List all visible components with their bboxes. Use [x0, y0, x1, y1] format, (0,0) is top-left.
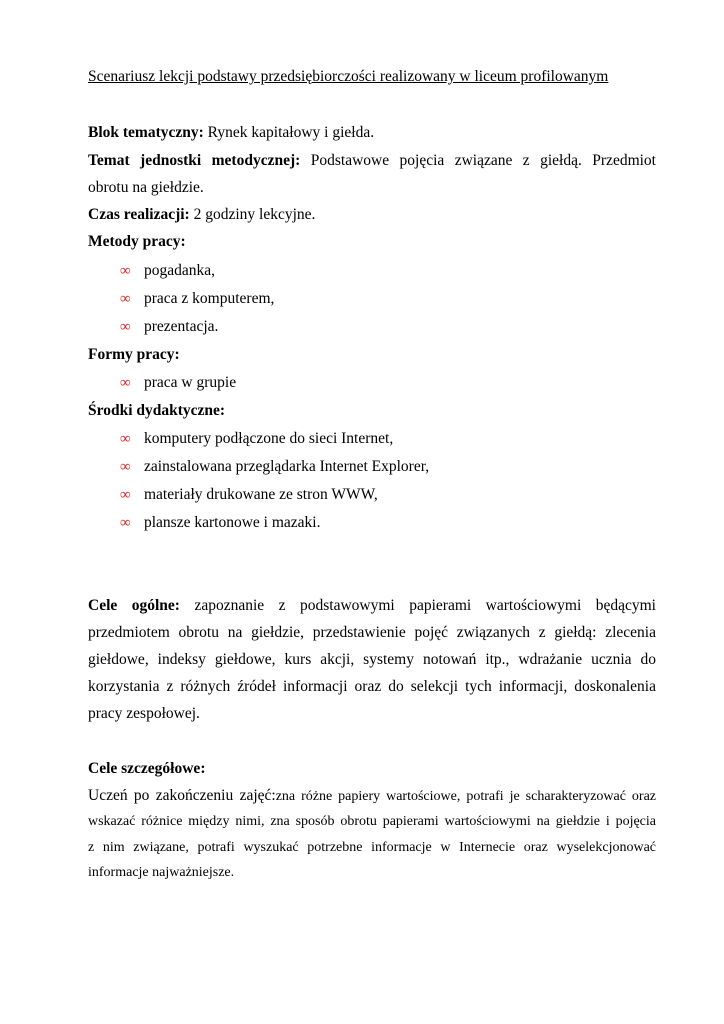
- temat-line-1: [88, 152, 656, 170]
- cele-ogolne-label: Cele ogólne:: [88, 597, 180, 614]
- cele-ogolne-line-3: giełdowe, indeksy giełdowe, kurs akcji, systemy notowań itp., wdrażanie ucznia do: [88, 651, 656, 668]
- czas-label: Czas realizacji:: [88, 206, 190, 223]
- list-item: ∞ komputery podłączone do sieci Internet,: [120, 430, 394, 447]
- infinity-bullet-icon: ∞: [120, 431, 131, 447]
- formy-heading: Formy pracy:: [88, 346, 180, 363]
- list-item: ∞ zainstalowana przeglądarka Internet Explorer,: [120, 458, 430, 475]
- infinity-bullet-icon: ∞: [120, 487, 131, 503]
- infinity-bullet-icon: ∞: [120, 375, 131, 391]
- cele-szczegolowe-line-2: wskazać różnice między nimi, zna sposób obrotu papierami wartościowymi na giełdzie i pojęcia: [88, 814, 656, 829]
- temat-value-1: Podstawowe pojęcia związane z giełdą. Przedmiot: [300, 152, 656, 169]
- cele-ogolne-line-4: korzystania z różnych źródeł informacji oraz do selekcji tych informacji, doskonalenia: [88, 678, 656, 695]
- cele-ogolne-line-1: Cele ogólne: zapoznanie z podstawowymi papierami wartościowymi będącymi: [88, 597, 656, 614]
- metody-heading: Metody pracy:: [88, 233, 186, 250]
- cele-ogolne-line-2: przedmiotem obrotu na giełdzie, przedstawienie pojęć związanych z giełdą: zlecenia: [88, 624, 656, 641]
- infinity-bullet-icon: ∞: [120, 515, 131, 531]
- list-item: ∞ praca w grupie: [120, 374, 237, 391]
- czas-value: 2 godziny lekcyjne.: [189, 206, 316, 223]
- list-item: ∞ plansze kartonowe i mazaki.: [120, 514, 321, 531]
- document-title: Scenariusz lekcji podstawy przedsiębiorczości realizowany w liceum profilowanym: [88, 68, 609, 85]
- cele-szczegolowe-heading: Cele szczegółowe:: [88, 760, 206, 777]
- list-item: ∞ prezentacja.: [120, 318, 219, 335]
- list-item: ∞ materiały drukowane ze stron WWW,: [120, 486, 378, 503]
- blok-tematyczny-line: [88, 124, 656, 142]
- temat-label: Temat jednostki metodycznej:: [88, 152, 301, 169]
- cele-szczegolowe-line-1: Uczeń po zakończeniu zajęć:zna różne papiery wartościowe, potrafi je scharakteryzować oraz: [88, 787, 657, 804]
- list-item: ∞ praca z komputerem,: [120, 290, 275, 307]
- infinity-bullet-icon: ∞: [120, 263, 131, 279]
- blok-value: Rynek kapitałowy i giełda.: [203, 124, 375, 141]
- list-item: ∞ pogadanka,: [120, 262, 216, 279]
- czas-line: [88, 206, 656, 224]
- infinity-bullet-icon: ∞: [120, 291, 131, 307]
- temat-line-2: obrotu na giełdzie.: [88, 179, 204, 196]
- infinity-bullet-icon: ∞: [120, 319, 131, 335]
- cele-szczegolowe-line-4: informacje najważniejsze.: [88, 865, 235, 880]
- srodki-heading: Środki dydaktyczne:: [88, 402, 226, 419]
- cele-szczegolowe-line-3: z nim związane, potrafi wyszukać potrzebne informacje w Internecie oraz wyselekcjonować: [88, 840, 656, 855]
- blok-label: Blok tematyczny:: [88, 124, 204, 141]
- cele-ogolne-line-5: pracy zespołowej.: [88, 705, 200, 722]
- infinity-bullet-icon: ∞: [120, 459, 131, 475]
